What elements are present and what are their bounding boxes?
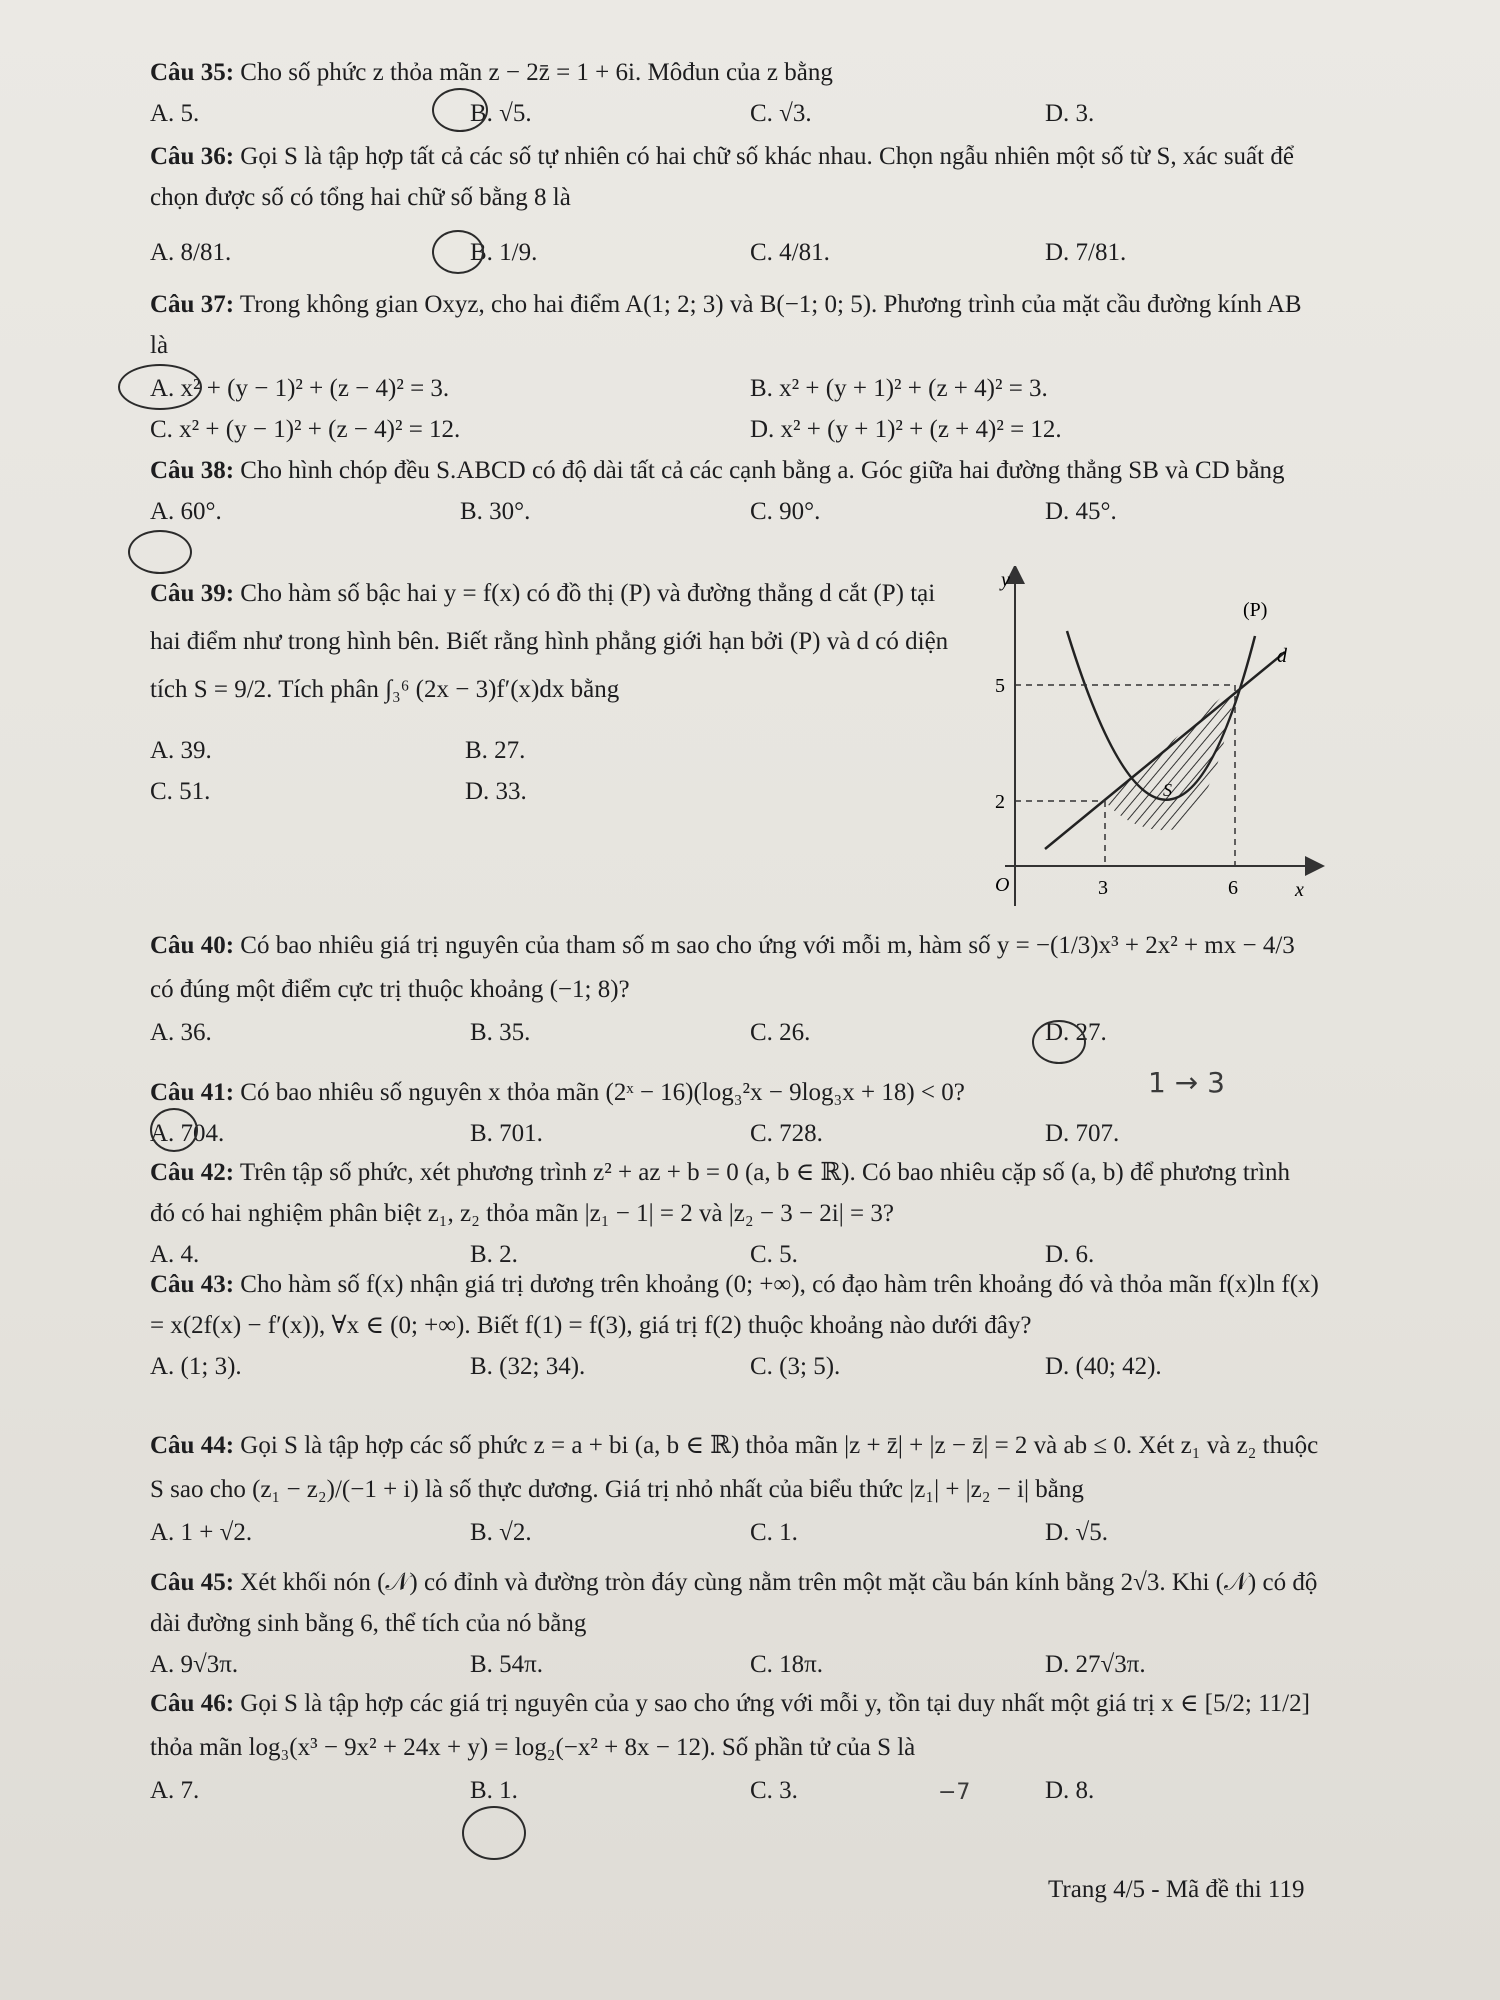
options xyxy=(150,232,1320,273)
option-a[interactable]: A. 39. xyxy=(150,737,212,764)
option-c[interactable]: C. 26. xyxy=(750,1019,811,1046)
question-label: Câu 43: xyxy=(150,1271,235,1298)
question-text: Cho hình chóp đều S.ABCD có độ dài tất cả các cạnh bằng a. Góc giữa hai đường thẳng SB và CD bằng xyxy=(240,457,1285,484)
answer-circle-q35 xyxy=(432,88,488,132)
options xyxy=(150,771,950,812)
parabola-line-graph xyxy=(985,566,1325,911)
option-b[interactable]: B. 27. xyxy=(465,737,526,764)
question-text: Có bao nhiêu giá trị nguyên của tham số m sao cho ứng với mỗi m, hàm số y = −(1/3)x³ + 2x² + mx − 4/3 có đúng một điểm cực trị thuộc khoảng (−1; 8)? xyxy=(150,932,1295,1003)
options xyxy=(150,409,1320,450)
options xyxy=(150,1113,1320,1154)
option-a[interactable]: A. 5. xyxy=(150,100,200,127)
x-axis-label: x xyxy=(1295,879,1304,901)
option-c[interactable]: C. 1. xyxy=(750,1519,798,1546)
option-d[interactable]: D. √5. xyxy=(1045,1519,1109,1546)
question-46 xyxy=(150,1682,1320,1811)
option-b[interactable]: B. √5. xyxy=(470,100,532,127)
question-40 xyxy=(150,924,1320,1053)
answer-circle-q46 xyxy=(462,1806,526,1860)
option-a[interactable]: A. (1; 3). xyxy=(150,1353,242,1380)
handwritten-note-q41: 1 → 3 xyxy=(1148,1066,1225,1099)
question-45 xyxy=(150,1562,1320,1685)
option-b[interactable]: B. 1. xyxy=(470,1777,518,1804)
line-label: d xyxy=(1277,645,1287,667)
option-c[interactable]: C. 5. xyxy=(750,1241,798,1268)
question-text: Xét khối nón (𝒩) có đỉnh và đường tròn đáy cùng nằm trên một mặt cầu bán kính bằng 2√3. Khi (𝒩) có độ dài đường sinh bằng 6, thể tích của nó bằng xyxy=(150,1569,1318,1637)
handwritten-note-q46: −7 xyxy=(938,1780,971,1805)
option-c[interactable]: C. x² + (y − 1)² + (z − 4)² = 12. xyxy=(150,416,461,443)
options xyxy=(150,1346,1320,1387)
question-text: Cho hàm số f(x) nhận giá trị dương trên khoảng (0; +∞), có đạo hàm trên khoảng đó và thỏa mãn f(x)ln f(x) = x(2f(x) − f′(x)), ∀x ∈ (0; +∞). Biết f(1) = f(3), giá trị f(2) thuộc khoảng nào dưới đây? xyxy=(150,1271,1319,1339)
option-b[interactable]: B. 701. xyxy=(470,1120,543,1147)
option-d[interactable]: D. 33. xyxy=(465,778,527,805)
question-text: Gọi S là tập hợp tất cả các số tự nhiên có hai chữ số khác nhau. Chọn ngẫu nhiên một số từ S, xác suất để chọn được số có tổng hai chữ số bằng 8 là xyxy=(150,143,1294,211)
question-38 xyxy=(150,450,1320,532)
answer-circle-q37 xyxy=(118,364,202,410)
option-a[interactable]: A. 36. xyxy=(150,1019,212,1046)
option-c[interactable]: C. 18π. xyxy=(750,1651,824,1678)
question-35 xyxy=(150,52,1320,134)
question-label: Câu 41: xyxy=(150,1079,235,1106)
option-d[interactable]: D. 6. xyxy=(1045,1241,1095,1268)
question-label: Câu 37: xyxy=(150,291,235,318)
option-a[interactable]: A. 60°. xyxy=(150,498,222,525)
option-d[interactable]: D. 3. xyxy=(1045,100,1095,127)
option-a[interactable]: A. 8/81. xyxy=(150,239,232,266)
question-37 xyxy=(150,284,1320,450)
options xyxy=(150,1770,1320,1811)
option-b[interactable]: B. 35. xyxy=(470,1019,531,1046)
options xyxy=(150,730,950,771)
option-a[interactable]: A. 1 + √2. xyxy=(150,1519,253,1546)
question-label: Câu 44: xyxy=(150,1432,235,1459)
options xyxy=(150,491,1320,532)
option-d[interactable]: D. 8. xyxy=(1045,1777,1095,1804)
option-c[interactable]: C. 728. xyxy=(750,1120,823,1147)
option-c[interactable]: C. 90°. xyxy=(750,498,821,525)
question-text: Trong không gian Oxyz, cho hai điểm A(1; 2; 3) và B(−1; 0; 5). Phương trình của mặt cầu đường kính AB là xyxy=(150,291,1302,359)
question-39 xyxy=(150,570,950,812)
options xyxy=(150,368,1320,409)
question-text: Cho số phức z thỏa mãn z − 2z̄ = 1 + 6i. Môđun của z bằng xyxy=(240,59,833,86)
option-d[interactable]: D. 7/81. xyxy=(1045,239,1127,266)
option-b[interactable]: B. 30°. xyxy=(460,498,531,525)
question-label: Câu 36: xyxy=(150,143,235,170)
page-footer: Trang 4/5 - Mã đề thi 119 xyxy=(1048,1876,1305,1903)
question-label: Câu 45: xyxy=(150,1569,235,1596)
option-d[interactable]: D. 45°. xyxy=(1045,498,1117,525)
question-text: Gọi S là tập hợp các giá trị nguyên của y sao cho ứng với mỗi y, tồn tại duy nhất một giá trị x ∈ [5/2; 11/2] thỏa mãn log₃(x³ − 9x² + 24x + y) = log₂(−x² + 8x − 12). Số phần tử của S là xyxy=(150,1690,1310,1761)
answer-circle-q38 xyxy=(128,530,192,574)
question-41 xyxy=(150,1072,1320,1154)
parabola-label: (P) xyxy=(1243,599,1268,621)
question-text: Trên tập số phức, xét phương trình z² + az + b = 0 (a, b ∈ ℝ). Có bao nhiêu cặp số (a, b) để phương trình đó có hai nghiệm phân biệt z₁, z₂ thỏa mãn |z₁ − 1| = 2 và |z₂ − 3 − 2i| = 3? xyxy=(150,1159,1291,1227)
x-tick-3: 3 xyxy=(1098,877,1108,899)
option-a[interactable]: A. 7. xyxy=(150,1777,200,1804)
x-tick-6: 6 xyxy=(1228,877,1238,899)
y-tick-5: 5 xyxy=(995,675,1005,697)
option-b[interactable]: B. (32; 34). xyxy=(470,1353,586,1380)
question-label: Câu 39: xyxy=(150,580,235,607)
options xyxy=(150,1512,1320,1553)
y-tick-2: 2 xyxy=(995,791,1005,813)
option-d[interactable]: D. (40; 42). xyxy=(1045,1353,1162,1380)
question-36 xyxy=(150,136,1320,273)
option-b[interactable]: B. x² + (y + 1)² + (z + 4)² = 3. xyxy=(750,375,1048,402)
answer-circle-q36 xyxy=(432,230,484,274)
option-c[interactable]: C. (3; 5). xyxy=(750,1353,841,1380)
question-text: Có bao nhiêu số nguyên x thỏa mãn (2ˣ − 16)(log₃²x − 9log₃x + 18) < 0? xyxy=(240,1079,965,1106)
option-c[interactable]: C. 4/81. xyxy=(750,239,830,266)
option-b[interactable]: B. 54π. xyxy=(470,1651,544,1678)
option-a[interactable]: A. 4. xyxy=(150,1241,200,1268)
answer-circle-q41 xyxy=(150,1108,198,1152)
option-d[interactable]: D. x² + (y + 1)² + (z + 4)² = 12. xyxy=(750,416,1062,443)
option-c[interactable]: C. √3. xyxy=(750,100,812,127)
question-label: Câu 35: xyxy=(150,59,235,86)
option-b[interactable]: B. √2. xyxy=(470,1519,532,1546)
question-label: Câu 40: xyxy=(150,932,235,959)
question-44 xyxy=(150,1424,1320,1553)
region-label: S xyxy=(1163,780,1172,800)
option-b[interactable]: B. 2. xyxy=(470,1241,518,1268)
option-a[interactable]: A. 704. xyxy=(150,1120,225,1147)
question-text: Gọi S là tập hợp các số phức z = a + bi (a, b ∈ ℝ) thỏa mãn |z + z̄| + |z − z̄| = 2 và ab ≤ 0. Xét z₁ và z₂ thuộc S sao cho (z₁ − z₂)/(−1 + i) là số thực dương. Giá trị nhỏ nhất của biểu thức |z₁| + |z₂ − i| bằng xyxy=(150,1432,1319,1503)
origin-label: O xyxy=(995,874,1010,896)
option-c[interactable]: C. 51. xyxy=(150,778,211,805)
question-42 xyxy=(150,1152,1320,1275)
y-axis-label: y xyxy=(1001,569,1010,591)
question-43 xyxy=(150,1264,1320,1387)
option-d[interactable]: D. 707. xyxy=(1045,1120,1120,1147)
answer-circle-q40 xyxy=(1032,1020,1086,1064)
option-a[interactable]: A. 9√3π. xyxy=(150,1651,239,1678)
option-a[interactable]: A. x² + (y − 1)² + (z − 4)² = 3. xyxy=(150,375,450,402)
option-d[interactable]: D. 27. xyxy=(1045,1019,1107,1046)
option-c[interactable]: C. 3. xyxy=(750,1777,798,1804)
question-label: Câu 38: xyxy=(150,457,235,484)
options xyxy=(150,93,1320,134)
question-label: Câu 46: xyxy=(150,1690,235,1717)
option-d[interactable]: D. 27√3π. xyxy=(1045,1651,1146,1678)
question-label: Câu 42: xyxy=(150,1159,235,1186)
shaded-region-s xyxy=(1105,685,1235,830)
question-text: Cho hàm số bậc hai y = f(x) có đồ thị (P) và đường thẳng d cắt (P) tại hai điểm như trong hình bên. Biết rằng hình phẳng giới hạn bởi (P) và d có diện tích S = 9/2. Tích phân ∫₃⁶ (2x − 3)f′(x)dx bằng xyxy=(150,580,949,703)
options xyxy=(150,1644,1320,1685)
option-b[interactable]: B. 1/9. xyxy=(470,239,538,266)
options xyxy=(150,1012,1320,1053)
